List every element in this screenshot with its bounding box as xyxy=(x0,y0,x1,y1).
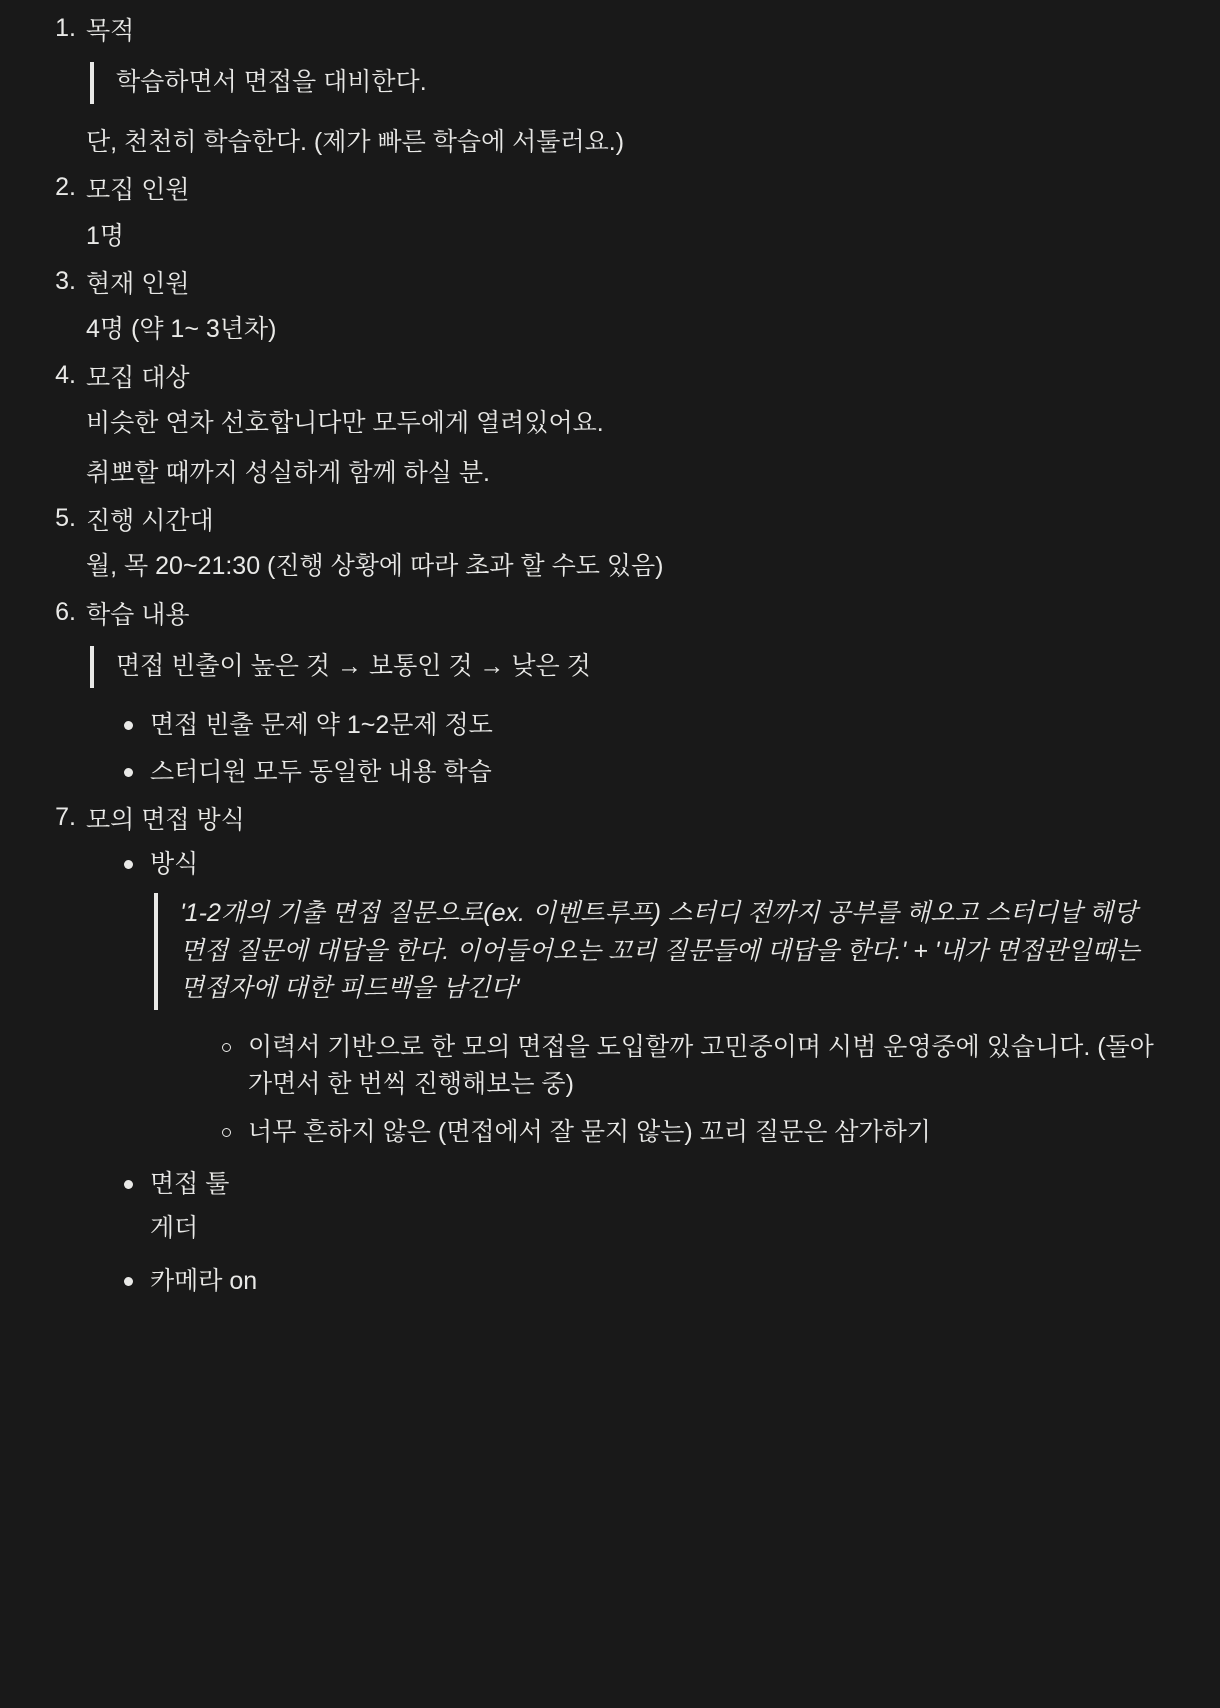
list-item-tool xyxy=(106,1161,1160,1258)
item-1-paragraph: 단, 천천히 학습한다. (제가 빠른 학습에 서툴러요.) xyxy=(86,127,625,156)
item-4-title: 모집 대상 xyxy=(86,363,190,392)
item-2-title: 모집 인원 xyxy=(86,176,190,205)
list-item-method xyxy=(106,841,1160,1162)
item-7-title: 모의 면접 방식 xyxy=(86,805,245,834)
tool-label: 면접 툴 xyxy=(150,1170,230,1199)
item-6-quote: 면접 빈출이 높은 것 → 보통인 것 → 낮은 것 xyxy=(90,646,1160,688)
item-6-title: 학습 내용 xyxy=(86,600,190,629)
numbered-list xyxy=(40,10,1160,1306)
list-item: 이력서 기반으로 한 모의 면접을 도입할까 고민중이며 시범 운영중에 있습니다. (돌아가면서 한 번씩 진행해보는 중) xyxy=(204,1024,1160,1109)
item-4-paragraph-2: 취뽀할 때까지 성실하게 함께 하실 분. xyxy=(86,458,490,487)
item-4-paragraph-1: 비슷한 연차 선호합니다만 모두에게 열려있어요. xyxy=(86,409,604,437)
item-5-title: 진행 시간대 xyxy=(86,507,214,535)
list-item-2 xyxy=(40,169,1160,261)
list-item-camera: 카메라 on xyxy=(106,1258,1160,1306)
list-item: 스터디원 모두 동일한 내용 학습 xyxy=(106,749,1160,797)
item-1-quote: 학습하면서 면접을 대비한다. xyxy=(90,62,1160,104)
list-item-3 xyxy=(40,263,1160,355)
item-2-paragraph: 1명 xyxy=(86,221,125,250)
list-item-6 xyxy=(40,594,1160,797)
list-item-4 xyxy=(40,357,1160,498)
list-item-7 xyxy=(40,799,1160,1306)
list-item-5 xyxy=(40,500,1160,592)
item-5-paragraph: 월, 목 20~21:30 (진행 상황에 따라 초과 할 수도 있음) xyxy=(86,552,664,581)
item-3-paragraph: 4명 (약 1~ 3년차) xyxy=(86,315,277,344)
tool-value: 게더 xyxy=(150,1213,199,1242)
item-7-bullet-list xyxy=(106,841,1160,1306)
list-item-1 xyxy=(40,10,1160,167)
method-label: 방식 xyxy=(150,849,199,878)
item-6-bullet-list xyxy=(106,702,1160,797)
item-1-title: 목적 xyxy=(86,17,135,45)
item-3-title: 현재 인원 xyxy=(86,270,190,298)
list-item: 면접 빈출 문제 약 1~2문제 정도 xyxy=(106,702,1160,750)
list-item: 너무 흔하지 않은 (면접에서 잘 묻지 않는) 꼬리 질문은 삼가하기 xyxy=(204,1109,1160,1157)
document-body xyxy=(40,10,1160,1306)
method-sub-list xyxy=(204,1024,1160,1157)
method-quote: '1-2개의 기출 면접 질문으로(ex. 이벤트루프) 스터디 전까지 공부를 해오고 스터디날 해당 면접 질문에 대답을 한다. 이어들어오는 꼬리 질문들에 대답을 한다.' + '내가 면접관일때는 면접자에 대한 피드백을 남긴다' xyxy=(154,893,1160,1010)
